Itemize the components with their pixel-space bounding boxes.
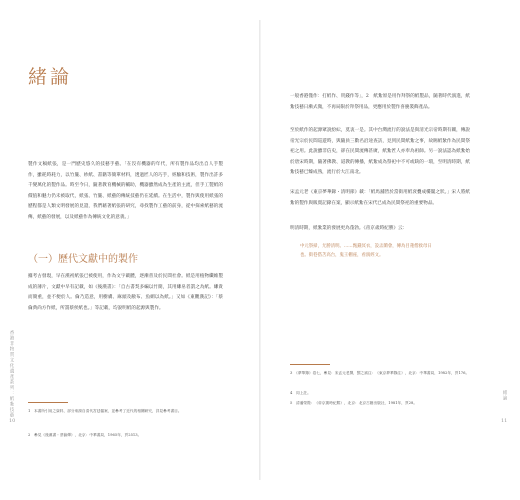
footnote-rule bbox=[290, 364, 330, 365]
footnote-4: 4 同上註。 bbox=[290, 391, 311, 395]
running-header: 香港非物質文化遺產系列：紙紮技藝 bbox=[9, 330, 14, 418]
footnote-3: 3 《夢華錄》卷七，參見：宋孟元老撰，鄧之誠注：《東京夢華錄注》，北京：中華書局，1982年，頁176。 bbox=[290, 371, 470, 375]
block-quote: 中元祭掃，尤勝清明。……甄錢冥衣，設盂蘭會，傳為目蓮僧救母日也。街巷搭苫高台，鬼王棚座，看演經文。 bbox=[300, 244, 432, 258]
section-title: （一）歷代文獻中的製作 bbox=[28, 254, 138, 265]
footnote-5: 5 清潘榮陛：《帝京歲時紀勝》，北京：北京古籍出版社，1981年，頁28。 bbox=[290, 401, 418, 405]
footnote-2: 2 參見《後漢書・蔡倫傳》，北京：中華書局，1965年，頁2513。 bbox=[28, 433, 142, 437]
page-number: 11 bbox=[501, 418, 508, 424]
ming-paragraph: 明清時期，紙紮業的發展更為蓬勃。《帝京歲時紀勝》云： bbox=[290, 226, 408, 231]
intro-paragraph: 製作文稿紙張，是一門歷史悠久的技藝手藝。「在沒有機器的年代，所有製作品均出自人手製作，雖耗時耗力，以竹簾、紗紙、書籍等簡單材料，透過匠人的巧手，經驗和技術，製作出許多千變萬化的製作品。時至今日，隨著教育機械的輔助，機器雖然成為生產的主流，但手工製紙的價值和魅力仍未被取代，紙張、竹簾、紙藝的傳統技藝仍在延續。在生活中，製作與使用紙張的歷程都是人類文明發展的見證，我們藉著紙張的研究，尋找製作工藝的前身，從中探索紙藝的流傳，紙藝的發展，以及紙藝作為傳統文化的意義。」 bbox=[28, 162, 223, 220]
page-number: 10 bbox=[9, 418, 16, 424]
intro-paragraph: 一般香港僅作：打紙作、買錢作等」，2 紙紮原是用作拜祭的紙製品，隨著時代演進，紙紮技藝日漸式微，不再局限於拜祭用品，更應用於製作喜慶裝飾產品。 bbox=[290, 94, 470, 110]
footnote-1: 1 本書所引用之資料，部分來源自清代宮廷檔案，並參考了近代的相關研究，詳見參考書目。 bbox=[28, 409, 182, 413]
origin-paragraph: 至於紙作的起源眾說紛紜，莫衷一是。其中台灣流行的說法是與清光宗帝時期有關，傳說帝光宗於民間巡遊時，與隨員三數名沿途查訪，見到民間紙紮之事，故賜紙紮作為民間祭祀之用。此說雖非信史，卻在民間流傳甚廣，紙紮匠人亦奉為祖師。另一說法認為紙紮始於唐宋時期，隨著佛教、道教的傳播，紙紮成為祭祀中不可或缺的一環，至明清時期，紙紮技藝已臻成熟，流行於大江南北。 bbox=[290, 128, 470, 176]
chapter-title: 緒論 bbox=[28, 66, 73, 88]
running-header: 緒論 bbox=[502, 390, 507, 401]
footnote-rule bbox=[28, 402, 68, 403]
body-paragraph: 據考古發現，早在漢初紙張已被使用，作為文字載體，逐漸普及於民間社會。紙是用植物纖維製成的薄片，文獻中早有記載，如《後漢書》：「自古書契多編以竹簡，其用縑帛者謂之為紙。縑貴而簡重，並不便於人。倫乃造意，用樹膚、麻頭及敝布、魚網以為紙。」又如《東觀漢記》：「蔡倫典尚方作紙，所謂蔡侯紙也。」等記載，均說明紙的起源與製作。 bbox=[28, 274, 223, 311]
song-paragraph: 宋孟元老《東京夢華錄・清明節》載：「紙馬舖皆於當街用紙袞疊成樓閣之狀。」宋人將紙紮的製作與販賣記錄在案，顯示紙紮在宋代已成為民間祭祀的重要物品。 bbox=[290, 190, 470, 206]
